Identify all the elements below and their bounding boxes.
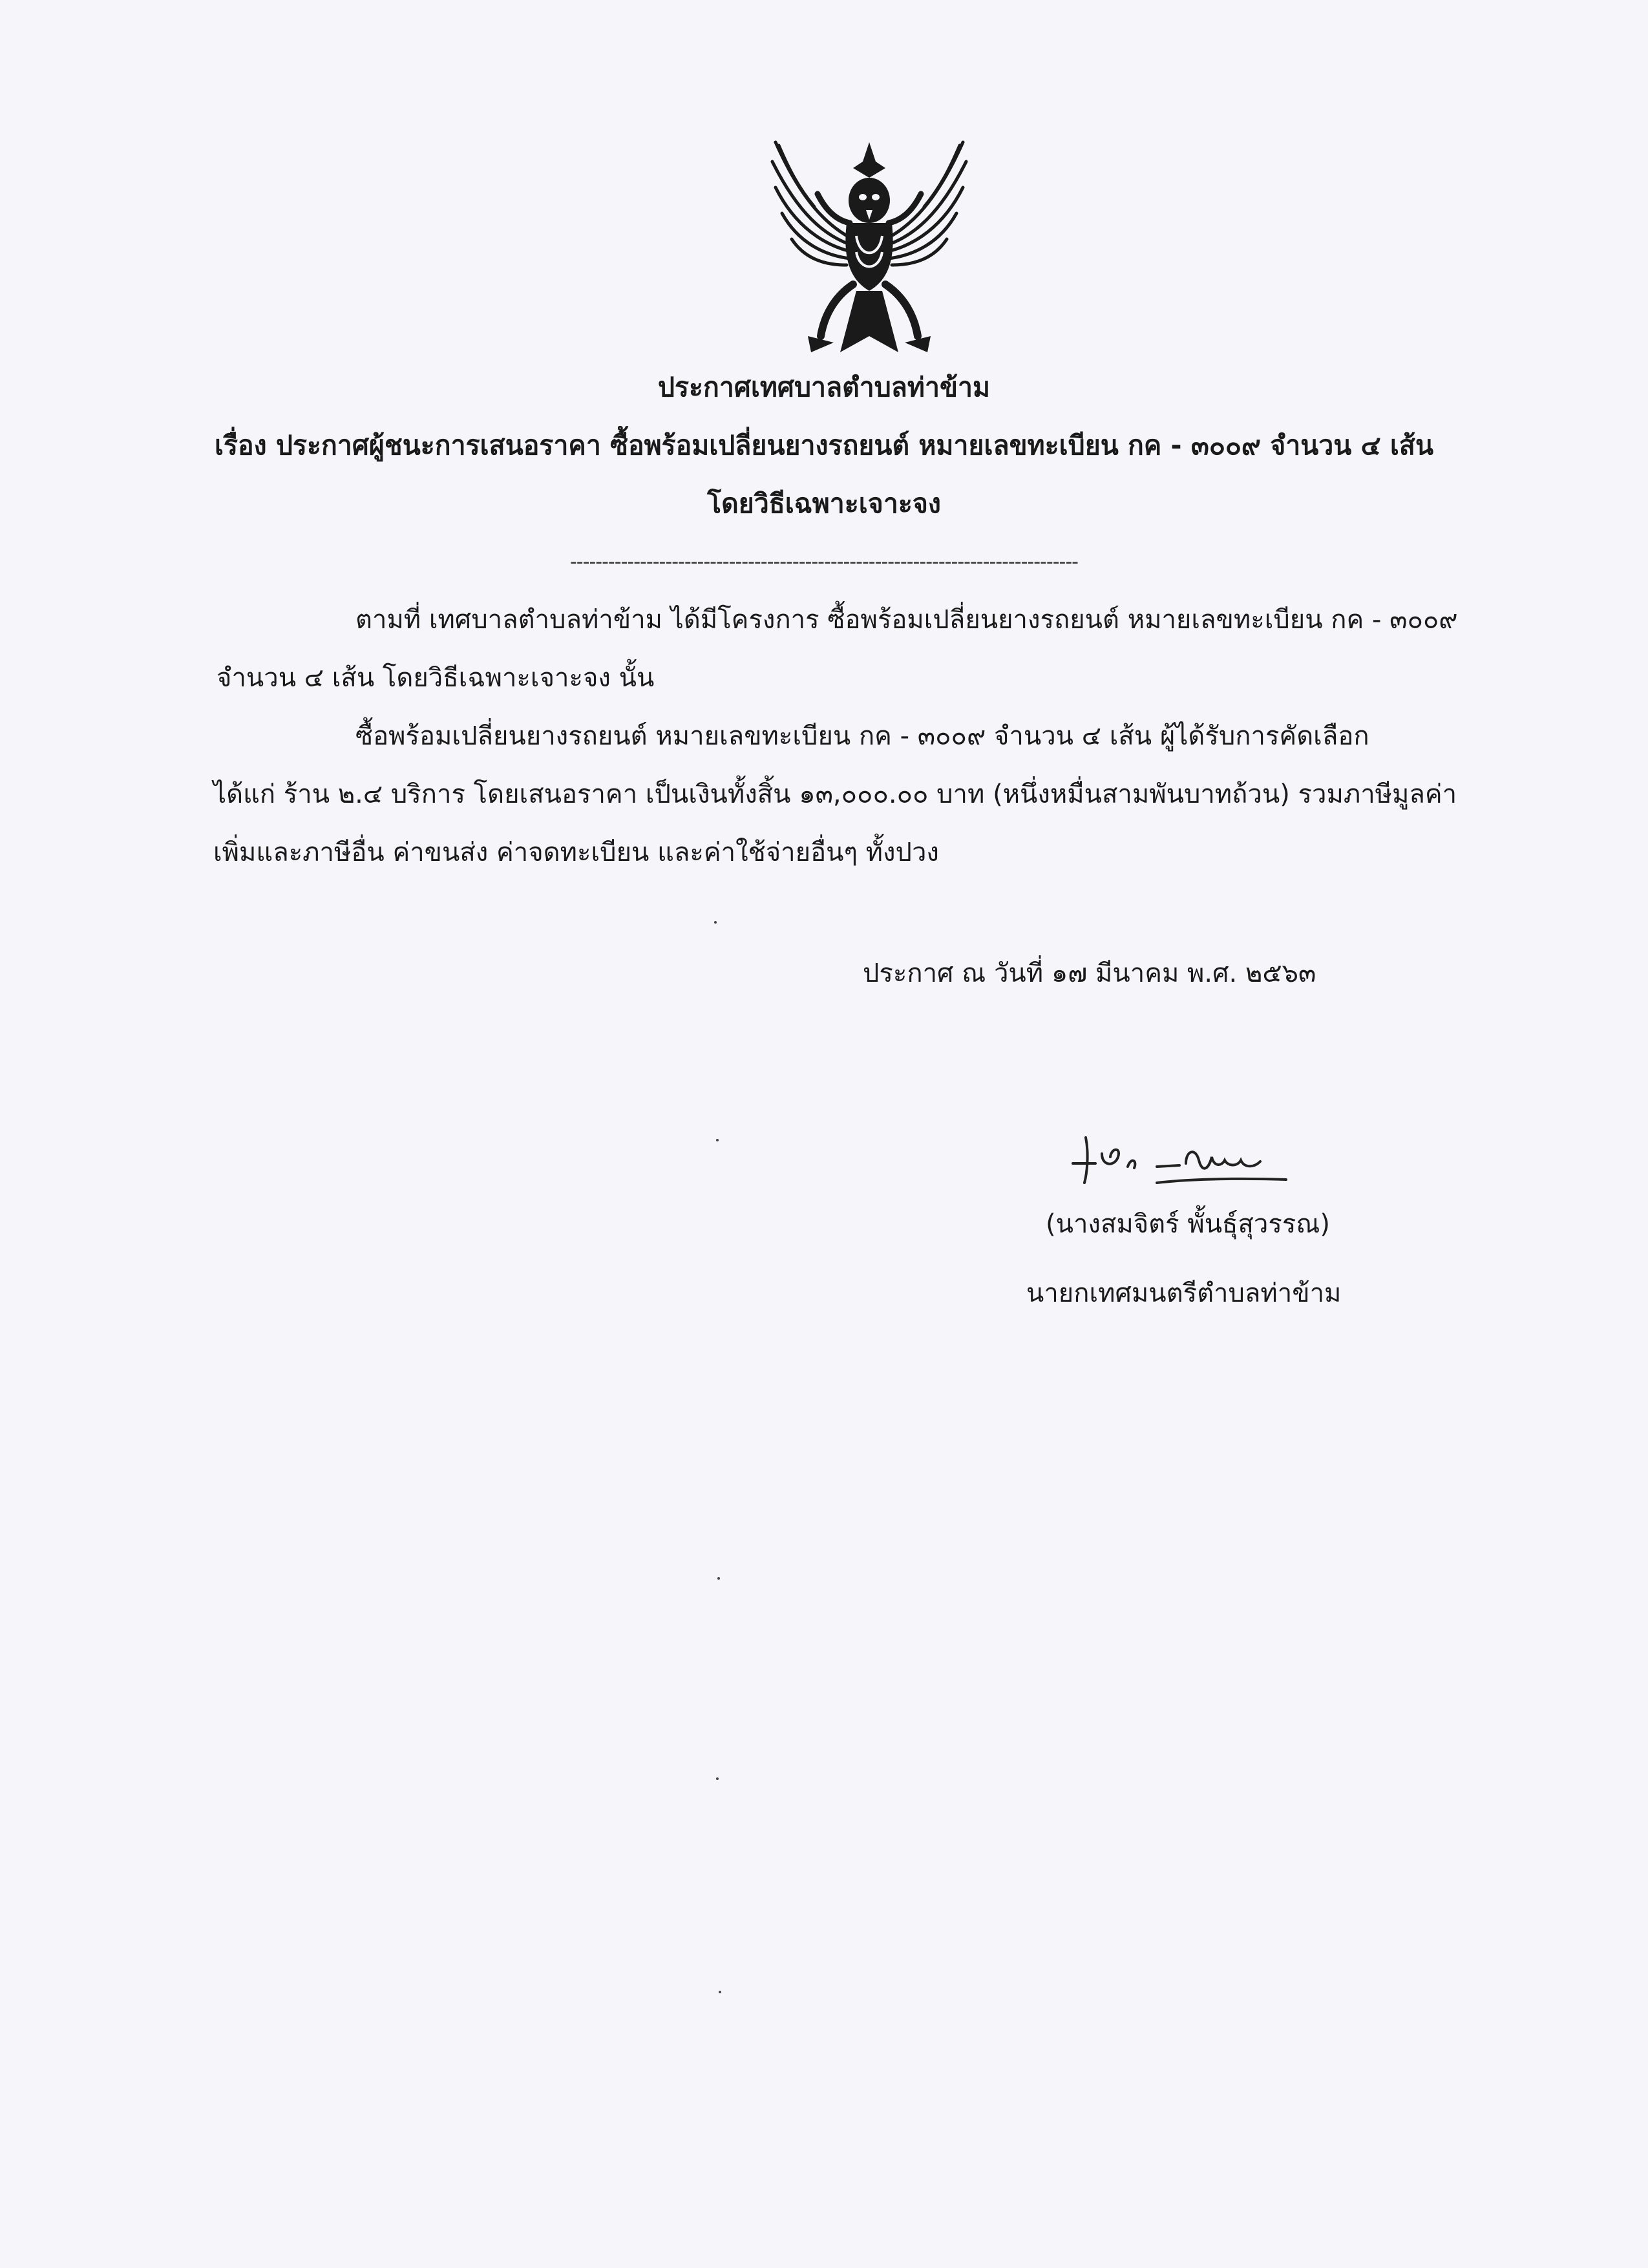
divider-rule: -------------------------------------------------------------------------------- (569, 551, 1078, 573)
signer-position: นายกเทศมนตรีตำบลท่าข้าม (1026, 1278, 1342, 1308)
signer-name: (นางสมจิตร์ พั้นธุ์สุวรรณ) (1046, 1209, 1331, 1239)
scan-speck (716, 1139, 719, 1141)
announcement-title: ประกาศเทศบาลตำบลท่าข้าม (657, 372, 991, 403)
scan-speck (719, 1991, 721, 1993)
garuda-emblem-icon (763, 129, 976, 362)
announcement-date: ประกาศ ณ วันที่ ๑๗ มีนาคม พ.ศ. ๒๕๖๓ (863, 959, 1316, 988)
body-paragraph1-line1: ตามที่ เทศบาลตำบลท่าข้าม ได้มีโครงการ ซื้อพร้อมเปลี่ยนยางรถยนต์ หมายเลขทะเบียน กค - ๓๐๐๙ (355, 605, 1458, 635)
body-paragraph2-line2: ได้แก่ ร้าน ๒.๔ บริการ โดยเสนอราคา เป็นเงินทั้งสิ้น ๑๓,๐๐๐.๐๐ บาท (หนึ่งหมื่นสามพันบาทถ้วน) รวมภาษีมูลค่า (213, 779, 1457, 809)
handwritten-signature (1066, 1128, 1305, 1189)
announcement-subject-line2: โดยวิธีเฉพาะเจาะจง (707, 488, 941, 519)
scan-speck (717, 1577, 720, 1580)
announcement-subject: เรื่อง ประกาศผู้ชนะการเสนอราคา ซื้อพร้อมเปลี่ยนยางรถยนต์ หมายเลขทะเบียน กค - ๓๐๐๙ จำนวน ๔ เส้น (215, 430, 1433, 461)
body-paragraph1-line2: จำนวน ๔ เส้น โดยวิธีเฉพาะเจาะจง นั้น (217, 663, 655, 693)
scan-speck (716, 1777, 719, 1780)
body-paragraph2-line3: เพิ่มและภาษีอื่น ค่าขนส่ง ค่าจดทะเบียน และค่าใช้จ่ายอื่นๆ ทั้งปวง (213, 838, 939, 867)
scan-speck (714, 921, 717, 924)
body-paragraph2-line1: ซื้อพร้อมเปลี่ยนยางรถยนต์ หมายเลขทะเบียน กค - ๓๐๐๙ จำนวน ๔ เส้น ผู้ได้รับการคัดเลือก (355, 721, 1369, 751)
